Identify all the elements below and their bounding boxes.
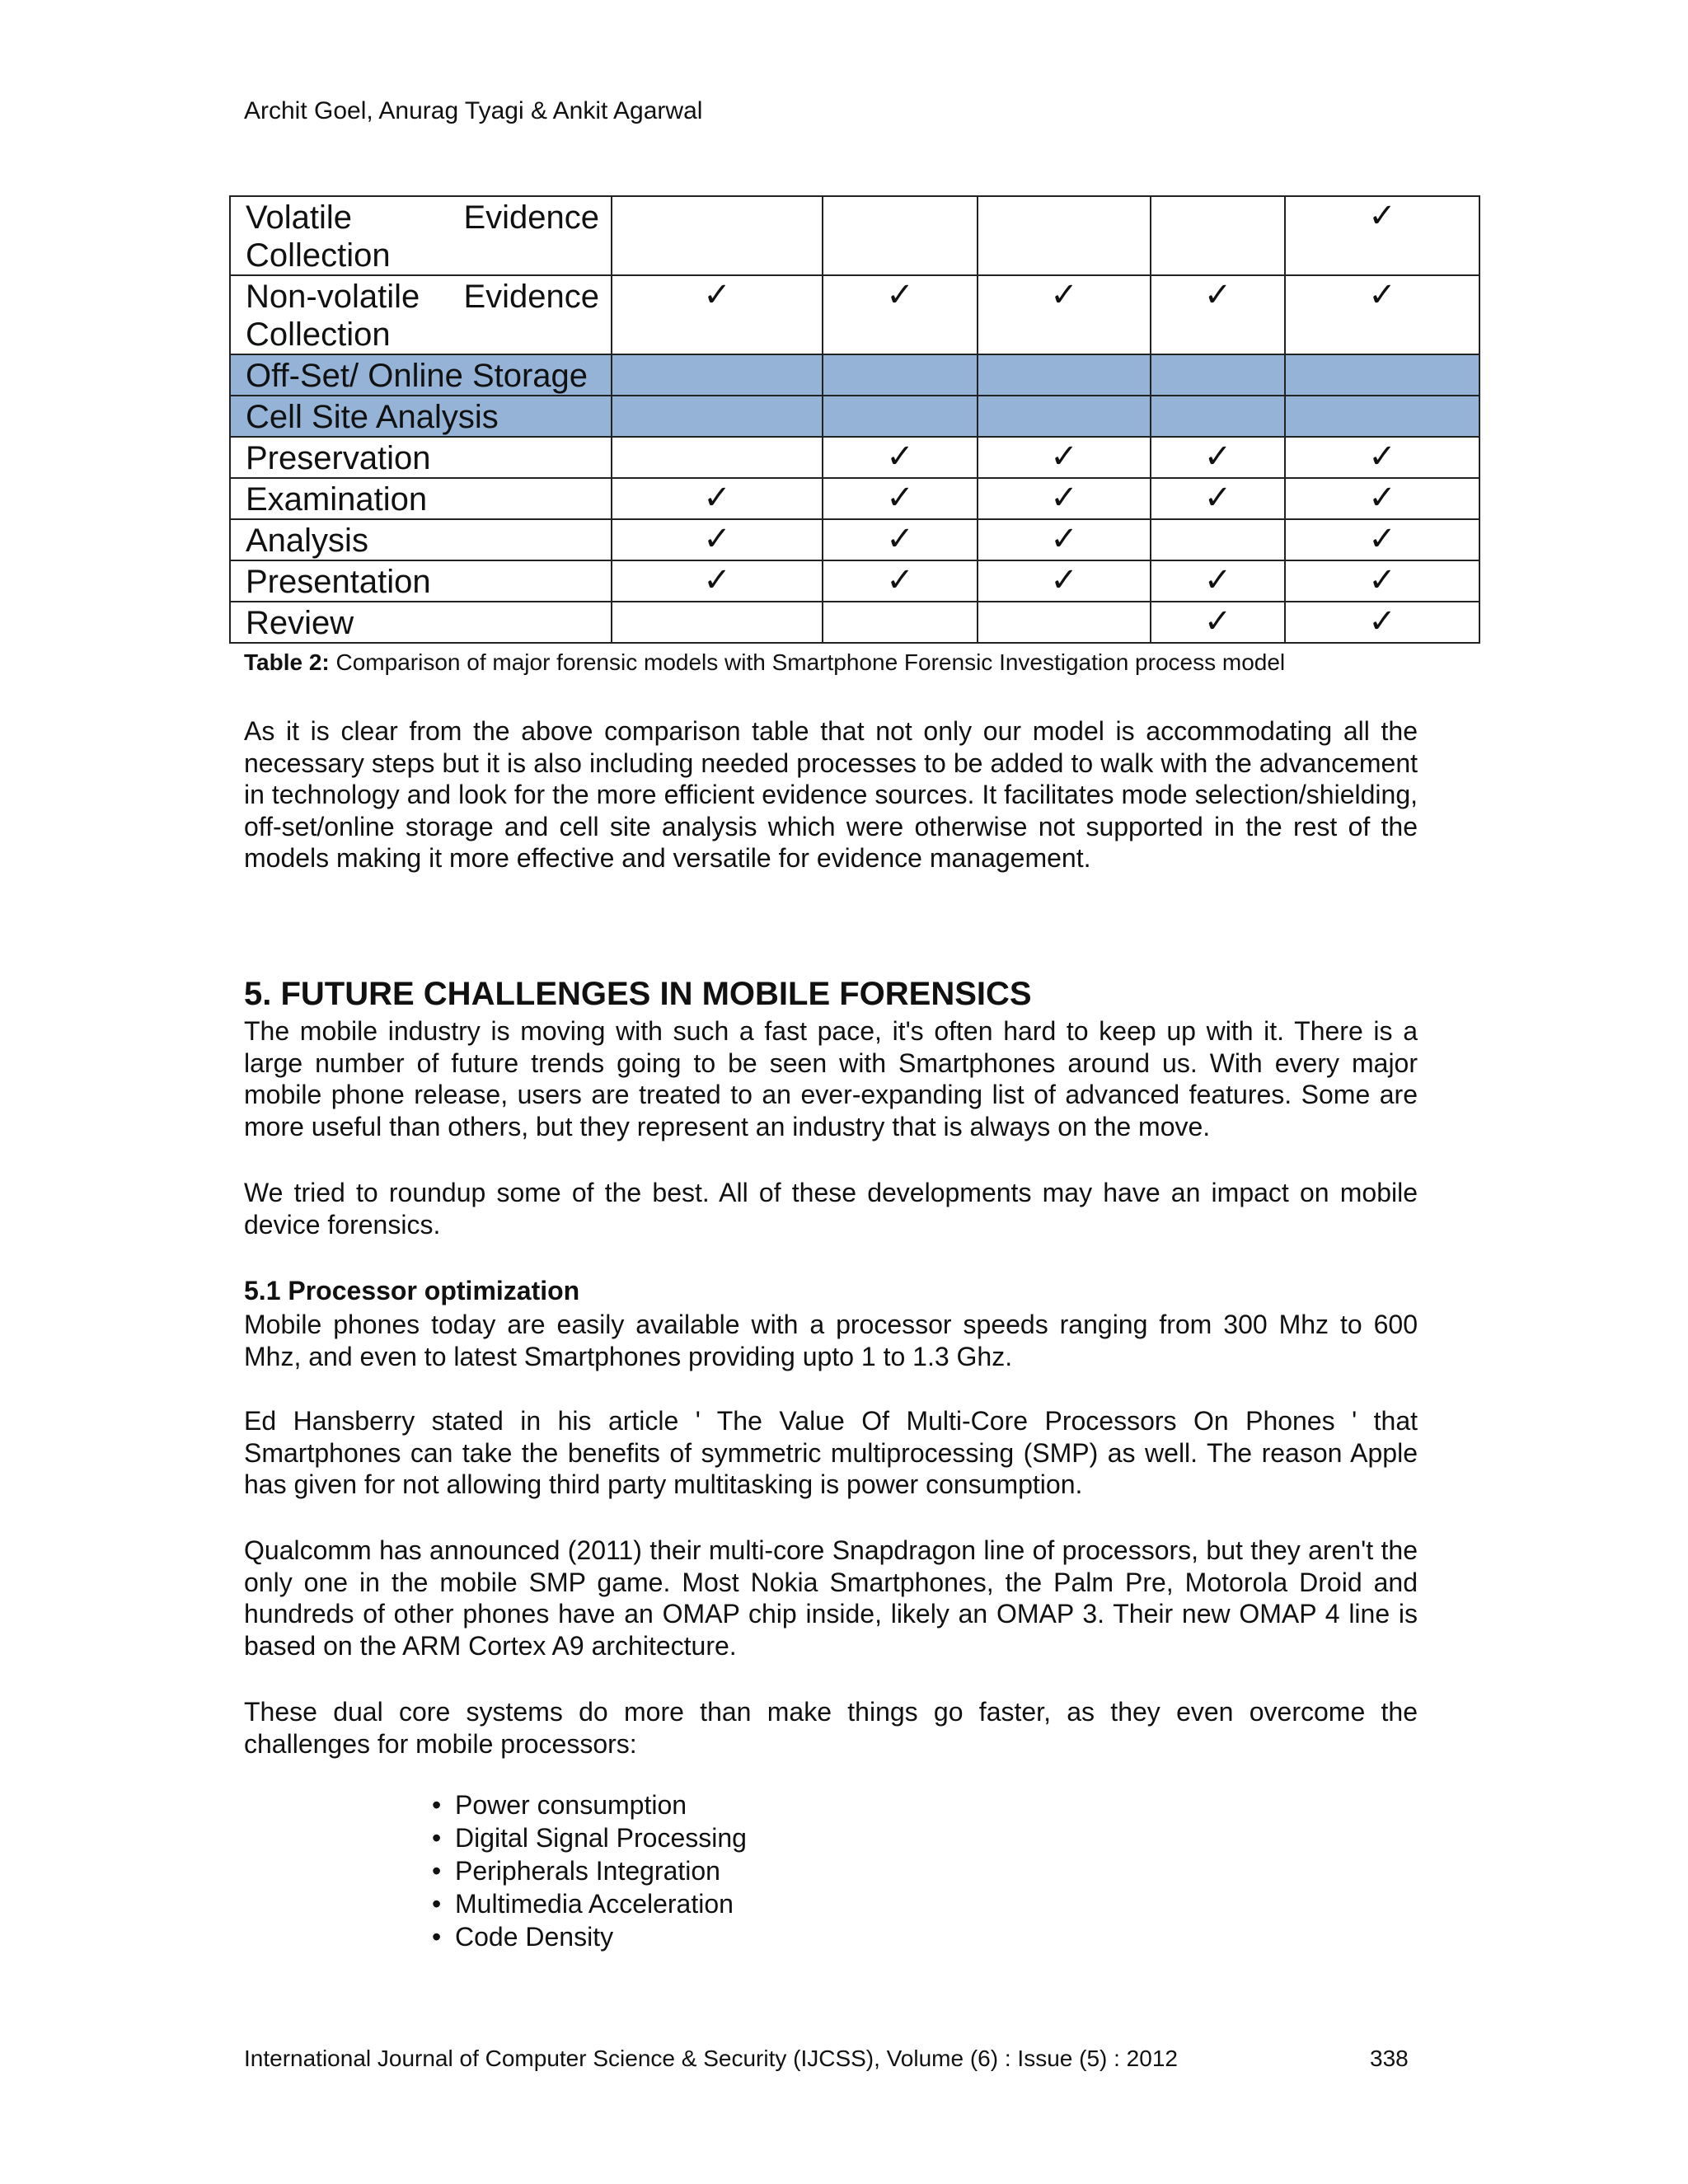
table-cell (823, 437, 978, 478)
list-item (432, 1920, 747, 1953)
list-item-text: Peripherals Integration (455, 1856, 720, 1886)
subsection-heading-processor-optimization: 5.1 Processor optimization (244, 1276, 580, 1305)
table-cell (978, 602, 1151, 643)
paragraph-qualcomm: Qualcomm has announced (2011) their multi-core Snapdragon line of processors, but they aren't the only one in the mobile SMP game. Most Nokia Smartphones, the Palm Pre, Motorola Droid and hundreds of other phones have an OMAP chip inside, likely an OMAP 3. Their new OMAP 4 line is based on the ARM Cortex A9 architecture. (244, 1535, 1418, 1661)
list-item (432, 1788, 747, 1821)
section-heading-future-challenges: 5. FUTURE CHALLENGES IN MOBILE FORENSICS (244, 976, 1032, 1012)
table-cell (978, 437, 1151, 478)
table-cell (1285, 560, 1479, 602)
page-number: 338 (1370, 2046, 1409, 2071)
challenges-bullet-list (432, 1788, 747, 1953)
paragraph-processor-speeds: Mobile phones today are easily available with a processor speeds ranging from 300 Mhz to 600 Mhz, and even to latest Smartphones providing upto 1 to 1.3 Ghz. (244, 1310, 1418, 1371)
table-row-label-line: Examination (246, 481, 428, 518)
table-cell (1285, 396, 1479, 437)
table-caption-label: Table 2: (244, 649, 330, 675)
checkmark-icon: ✓ (886, 438, 914, 475)
table-row-label-line: Volatile Evidence (246, 199, 599, 236)
checkmark-icon: ✓ (1203, 438, 1232, 475)
table-row-label-line: Analysis (246, 523, 368, 559)
table-cell (1285, 519, 1479, 560)
checkmark-icon: ✓ (886, 277, 914, 313)
table-row-label (230, 602, 612, 643)
list-item-text: Digital Signal Processing (455, 1823, 747, 1853)
checkmark-icon: ✓ (1050, 521, 1078, 557)
table-row-label-line: Review (246, 605, 354, 641)
table-row (230, 560, 1479, 602)
checkmark-icon: ✓ (1203, 562, 1232, 598)
table-row-label-line: Preservation (246, 440, 431, 476)
table-row-label (230, 560, 612, 602)
table-row (230, 396, 1479, 437)
checkmark-icon: ✓ (886, 480, 914, 516)
table-cell (978, 275, 1151, 354)
table-cell (612, 275, 823, 354)
bullet-icon: • (432, 1889, 442, 1919)
list-item (432, 1887, 747, 1920)
checkmark-icon: ✓ (1050, 562, 1078, 598)
paragraph-roundup: We tried to roundup some of the best. All of these developments may have an impact on mobile device forensics. (244, 1178, 1418, 1240)
checkmark-icon: ✓ (1050, 480, 1078, 516)
table-row-label (230, 196, 612, 275)
paragraph-table-discussion: As it is clear from the above comparison table that not only our model is accommodating all the necessary steps but it is also including needed processes to be added to walk with the advancement in technology and look for the more efficient evidence sources. It facilitates mode selection/shielding, off-set/online storage and cell site analysis which were otherwise not supported in the rest of the models making it more effective and versatile for evidence management. (244, 716, 1418, 873)
table-cell (612, 354, 823, 396)
checkmark-icon: ✓ (1368, 438, 1396, 475)
table-cell (823, 478, 978, 519)
table-cell (823, 196, 978, 275)
table-cell (612, 196, 823, 275)
list-item-text: Multimedia Acceleration (455, 1889, 734, 1919)
table-cell (612, 437, 823, 478)
table-row (230, 478, 1479, 519)
table-cell (978, 560, 1151, 602)
table-row-label-line: Off-Set/ Online Storage (246, 358, 588, 394)
table-row (230, 602, 1479, 643)
table-row-label-line: Collection (246, 237, 391, 274)
list-item-text: Power consumption (455, 1790, 687, 1820)
checkmark-icon: ✓ (1368, 480, 1396, 516)
table-row-label (230, 354, 612, 396)
table-row (230, 275, 1479, 354)
table-cell (823, 275, 978, 354)
table-row-label-line: Cell Site Analysis (246, 399, 499, 435)
table-row-label (230, 275, 612, 354)
table-cell (978, 519, 1151, 560)
footer-journal: International Journal of Computer Science & Security (IJCSS), Volume (6) : Issue (5) : 2012 (244, 2046, 1178, 2071)
list-item (432, 1854, 747, 1887)
table-row (230, 354, 1479, 396)
checkmark-icon: ✓ (1050, 277, 1078, 313)
table-row-label-line: Non-volatile Evidence (246, 279, 599, 315)
checkmark-icon: ✓ (1368, 198, 1396, 234)
table-row (230, 196, 1479, 275)
table-row-label-line: Presentation (246, 564, 431, 600)
table-cell (1285, 478, 1479, 519)
paragraph-hansberry: Ed Hansberry stated in his article ' The Value Of Multi-Core Processors On Phones ' that Smartphones can take the benefits of symmetric multiprocessing (SMP) as well. The reason Apple has given for not allowing third party multitasking is power consumption. (244, 1406, 1418, 1499)
table-row-label-line: Collection (246, 316, 391, 353)
table-row (230, 519, 1479, 560)
checkmark-icon: ✓ (703, 480, 731, 516)
comparison-table (229, 195, 1480, 644)
checkmark-icon: ✓ (703, 562, 731, 598)
checkmark-icon: ✓ (1368, 562, 1396, 598)
checkmark-icon: ✓ (1050, 438, 1078, 475)
table-cell (978, 196, 1151, 275)
table-cell (978, 478, 1151, 519)
table-cell (978, 396, 1151, 437)
bullet-icon: • (432, 1856, 442, 1886)
checkmark-icon: ✓ (1203, 603, 1232, 640)
table-cell (1285, 437, 1479, 478)
checkmark-icon: ✓ (703, 521, 731, 557)
table-cell (612, 396, 823, 437)
paragraph-dual-core: These dual core systems do more than make things go faster, as they even overcome the challenges for mobile processors: (244, 1697, 1418, 1759)
table-cell (1151, 354, 1285, 396)
running-head-authors: Archit Goel, Anurag Tyagi & Ankit Agarwal (244, 97, 703, 124)
table-row (230, 437, 1479, 478)
table-cell (612, 560, 823, 602)
table-cell (1151, 478, 1285, 519)
table-cell (978, 354, 1151, 396)
table-row-label (230, 437, 612, 478)
checkmark-icon: ✓ (703, 277, 731, 313)
checkmark-icon: ✓ (886, 562, 914, 598)
table-cell (1151, 437, 1285, 478)
comparison-table-body (230, 196, 1479, 643)
table-cell (1285, 275, 1479, 354)
table-cell (1151, 275, 1285, 354)
checkmark-icon: ✓ (1203, 277, 1232, 313)
paragraph-mobile-industry: The mobile industry is moving with such a fast pace, it's often hard to keep up with it. There is a large number of future trends going to be seen with Smartphones around us. With every major mobile phone release, users are treated to an ever-expanding list of advanced features. Some are more useful than others, but they represent an industry that is always on the move. (244, 1016, 1418, 1141)
table-cell (1285, 602, 1479, 643)
list-item-text: Code Density (455, 1922, 614, 1952)
table-cell (612, 519, 823, 560)
table-cell (823, 560, 978, 602)
table-cell (1285, 196, 1479, 275)
table-cell (612, 478, 823, 519)
table-caption (244, 649, 1285, 676)
table-cell (1151, 560, 1285, 602)
table-cell (1151, 602, 1285, 643)
checkmark-icon: ✓ (1368, 521, 1396, 557)
table-cell (1151, 396, 1285, 437)
table-row-label (230, 478, 612, 519)
table-cell (1151, 196, 1285, 275)
table-cell (1151, 519, 1285, 560)
checkmark-icon: ✓ (1368, 603, 1396, 640)
checkmark-icon: ✓ (1368, 277, 1396, 313)
table-cell (823, 602, 978, 643)
table-cell (823, 354, 978, 396)
table-row-label (230, 396, 612, 437)
bullet-icon: • (432, 1823, 442, 1853)
table-cell (823, 396, 978, 437)
checkmark-icon: ✓ (1203, 480, 1232, 516)
table-caption-text: Comparison of major forensic models with Smartphone Forensic Investigation process model (329, 649, 1286, 675)
checkmark-icon: ✓ (886, 521, 914, 557)
bullet-icon: • (432, 1790, 442, 1820)
table-cell (612, 602, 823, 643)
table-row-label (230, 519, 612, 560)
table-cell (1285, 354, 1479, 396)
list-item (432, 1821, 747, 1854)
bullet-icon: • (432, 1922, 442, 1952)
table-cell (823, 519, 978, 560)
